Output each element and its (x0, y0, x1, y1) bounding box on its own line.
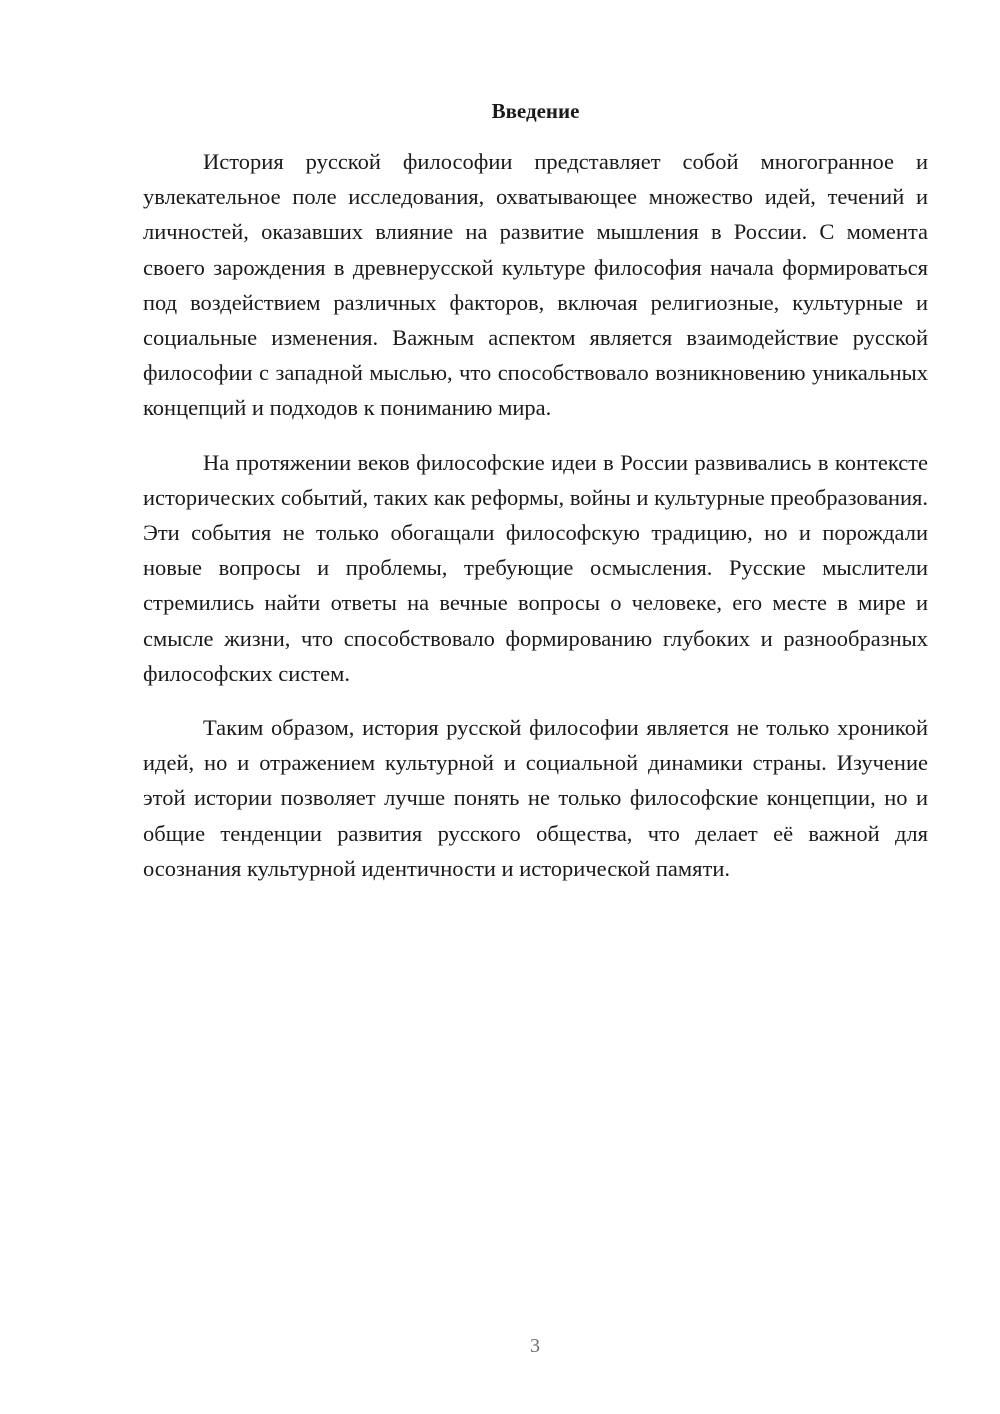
paragraph-1: История русской философии представляет собой многогранное и увлекательное поле исследования, охватывающее множество идей, течений и личностей, оказавших влияние на развитие мышления в России. С момента своего зарождения в древнерусской культуре философия начала формироваться под воздействием различных факторов, включая религиозные, культурные и социальные изменения. Важным аспектом является взаимодействие русской философии с западной мыслью, что способствовало возникновению уникальных концепций и подходов к пониманию мира. (143, 149, 928, 421)
paragraph-2: На протяжении веков философские идеи в России развивались в контексте исторических событий, таких как реформы, войны и культурные преобразования. Эти события не только обогащали философскую традицию, но и порождали новые вопросы и проблемы, требующие осмысления. Русские мыслители стремились найти ответы на вечные вопросы о человеке, его месте в мире и смысле жизни, что способствовало формированию глубоких и разнообразных философских систем. (143, 449, 928, 686)
section-heading: Введение (491, 99, 580, 123)
page-number: 3 (530, 1335, 540, 1357)
paragraph-3: Таким образом, история русской философии является не только хроникой идей, но и отражением культурной и социальной динамики страны. Изучение этой истории позволяет лучше понять не только философские концепции, но и общие тенденции развития русского общества, что делает её важной для осознания культурной идентичности и исторической памяти. (143, 715, 928, 881)
body-text (143, 144, 928, 886)
